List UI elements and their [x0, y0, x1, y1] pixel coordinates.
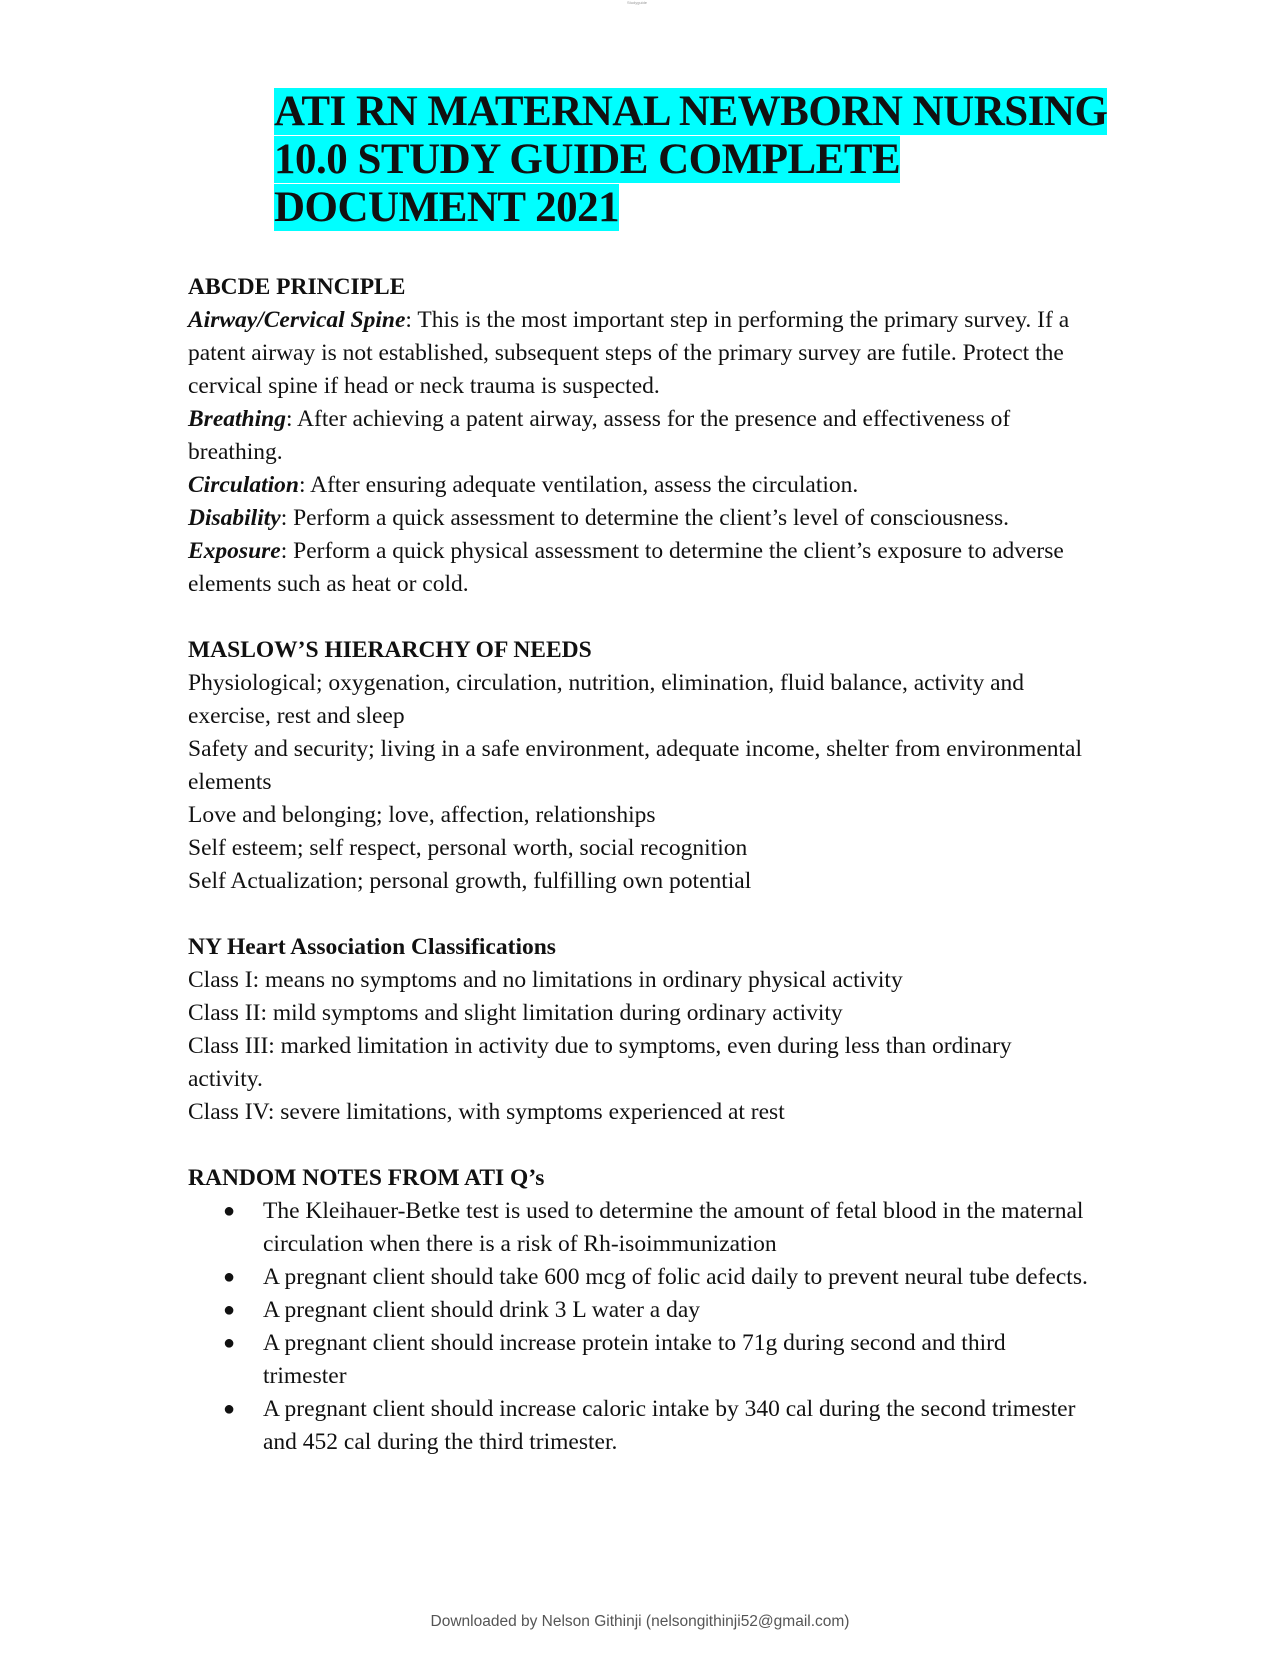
section-spacer	[188, 898, 1088, 931]
bullet-icon: ●	[223, 1398, 236, 1420]
abcde-text: : Perform a quick physical assessment to determine the client’s exposure to adverse elements such as heat or cold.	[188, 538, 1064, 597]
nyha-line: Class II: mild symptoms and slight limitation during ordinary activity	[188, 1000, 843, 1026]
notes-section	[188, 1162, 1088, 1459]
page-header-mark: Studyguide	[627, 0, 648, 5]
title-line-3: DOCUMENT 2021	[274, 184, 620, 231]
abcde-heading: ABCDE PRINCIPLE	[188, 274, 406, 300]
list-item	[188, 1393, 1088, 1459]
list-item-text: A pregnant client should increase protein intake to 71g during second and third trimester	[263, 1330, 1006, 1389]
abcde-text: : This is the most important step in performing the primary survey. If a patent airway is not established, subsequent steps of the primary survey are futile. Protect the cervical spine if head or neck trauma is suspected.	[188, 307, 1070, 399]
nyha-line: Class IV: severe limitations, with symptoms experienced at rest	[188, 1099, 785, 1125]
document-body	[188, 271, 1088, 1459]
list-item-text: A pregnant client should drink 3 L water a day	[263, 1297, 701, 1323]
list-item	[188, 1294, 1088, 1327]
bullet-icon: ●	[223, 1299, 236, 1321]
abcde-item-exposure	[188, 535, 1088, 601]
nyha-section	[188, 931, 1088, 1129]
maslow-line: Physiological; oxygenation, circulation, nutrition, elimination, fluid balance, activity and exercise, rest and sleep	[188, 670, 1025, 729]
list-item-text: The Kleihauer-Betke test is used to determine the amount of fetal blood in the maternal circulation when there is a risk of Rh-isoimmunization	[263, 1198, 1084, 1257]
title-line-1: ATI RN MATERNAL NEWBORN NURSING	[274, 88, 1108, 135]
bullet-icon: ●	[223, 1266, 236, 1288]
maslow-line: Safety and security; living in a safe environment, adequate income, shelter from environmental elements	[188, 736, 1083, 795]
notes-heading: RANDOM NOTES FROM ATI Q’s	[188, 1165, 545, 1191]
abcde-item-airway	[188, 304, 1088, 403]
abcde-term: Exposure	[188, 538, 281, 564]
abcde-term: Circulation	[188, 472, 300, 498]
abcde-text: : After achieving a patent airway, assess for the presence and effectiveness of breathing.	[188, 406, 1011, 465]
abcde-section	[188, 271, 1088, 601]
nyha-line: Class I: means no symptoms and no limitations in ordinary physical activity	[188, 967, 903, 993]
abcde-text: : Perform a quick assessment to determine the client’s level of consciousness.	[280, 505, 1010, 531]
document-title	[274, 88, 1114, 232]
maslow-section	[188, 634, 1088, 898]
list-item	[188, 1327, 1088, 1393]
list-item-text: A pregnant client should increase caloric intake by 340 cal during the second trimester and 452 cal during the third trimester.	[263, 1396, 1076, 1455]
abcde-item-breathing	[188, 403, 1088, 469]
list-item	[188, 1261, 1088, 1294]
nyha-heading: NY Heart Association Classifications	[188, 934, 556, 960]
abcde-item-circulation	[188, 469, 1088, 502]
list-item-text: A pregnant client should take 600 mcg of folic acid daily to prevent neural tube defects.	[263, 1264, 1088, 1290]
notes-list	[188, 1195, 1088, 1459]
bullet-icon: ●	[223, 1332, 236, 1354]
maslow-line: Self Actualization; personal growth, fulfilling own potential	[188, 868, 752, 894]
title-line-2: 10.0 STUDY GUIDE COMPLETE	[274, 136, 901, 183]
maslow-line: Self esteem; self respect, personal worth, social recognition	[188, 835, 748, 861]
abcde-text: : After ensuring adequate ventilation, assess the circulation.	[299, 472, 859, 498]
download-footer: Downloaded by Nelson Githinji (nelsongithinji52@gmail.com)	[430, 1613, 850, 1630]
abcde-term: Disability	[188, 505, 281, 531]
list-item	[188, 1195, 1088, 1261]
maslow-line: Love and belonging; love, affection, relationships	[188, 802, 656, 828]
abcde-item-disability	[188, 502, 1088, 535]
abcde-term: Breathing	[188, 406, 286, 432]
section-spacer	[188, 601, 1088, 634]
nyha-line: Class III: marked limitation in activity due to symptoms, even during less than ordinary activity.	[188, 1033, 1012, 1092]
bullet-icon: ●	[223, 1200, 236, 1222]
maslow-heading: MASLOW’S HIERARCHY OF NEEDS	[188, 637, 592, 663]
section-spacer	[188, 1129, 1088, 1162]
abcde-term: Airway/Cervical Spine	[188, 307, 406, 333]
